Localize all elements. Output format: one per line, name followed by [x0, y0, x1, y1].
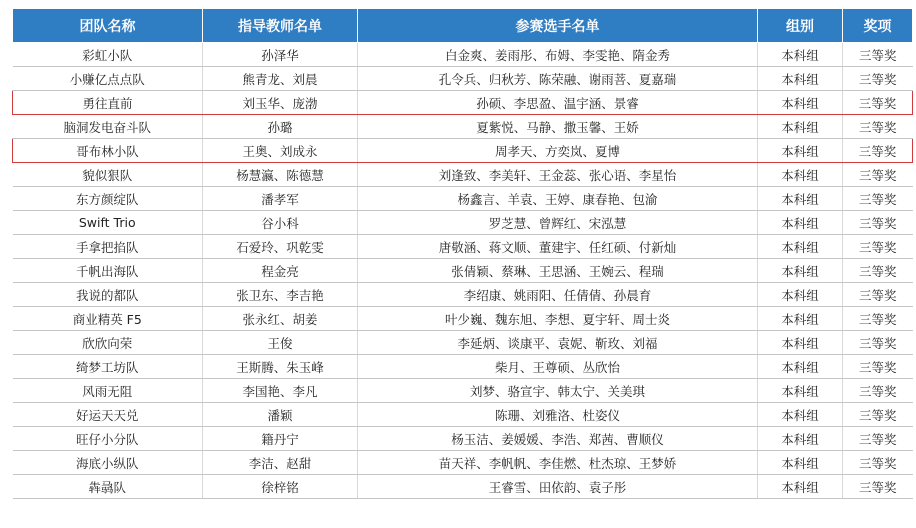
team-name-cell: 海底小纵队: [13, 451, 203, 475]
award-cell: 三等奖: [843, 67, 913, 91]
teachers-cell: 谷小科: [203, 211, 358, 235]
group-cell: 本科组: [758, 211, 843, 235]
members-cell: 刘逢致、李美轩、王金蕊、张心语、李星怡: [358, 163, 758, 187]
header-team-name: 团队名称: [13, 9, 203, 43]
members-cell: 杨鑫言、羊袁、王婷、康春艳、包渝: [358, 187, 758, 211]
members-cell: 叶少巍、魏东旭、李想、夏宇轩、周士炎: [358, 307, 758, 331]
group-cell: 本科组: [758, 235, 843, 259]
teachers-cell: 潘颖: [203, 403, 358, 427]
teachers-cell: 孙璐: [203, 115, 358, 139]
award-cell: 三等奖: [843, 163, 913, 187]
members-cell: 王睿雪、田依韵、袁子彤: [358, 475, 758, 499]
group-cell: 本科组: [758, 67, 843, 91]
table-row: [13, 403, 913, 427]
header-award: 奖项: [843, 9, 913, 43]
group-cell: 本科组: [758, 379, 843, 403]
team-name-cell: 手拿把掐队: [13, 235, 203, 259]
table-row: [13, 235, 913, 259]
teachers-cell: 李国艳、李凡: [203, 379, 358, 403]
team-name-cell: 我说的都队: [13, 283, 203, 307]
teachers-cell: 杨慧瀛、陈德慧: [203, 163, 358, 187]
award-cell: 三等奖: [843, 187, 913, 211]
members-cell: 白金爽、姜雨彤、布姆、李雯艳、隋金秀: [358, 43, 758, 67]
teachers-cell: 王斯腾、朱玉峰: [203, 355, 358, 379]
header-teachers: 指导教师名单: [203, 9, 358, 43]
team-name-cell: 小赚亿点点队: [13, 67, 203, 91]
teachers-cell: 石爱玲、巩乾雯: [203, 235, 358, 259]
group-cell: 本科组: [758, 283, 843, 307]
team-name-cell: 好运天天兑: [13, 403, 203, 427]
members-cell: 孙硕、李思盈、温宇涵、景睿: [358, 91, 758, 115]
team-name-cell: 绮梦工坊队: [13, 355, 203, 379]
group-cell: 本科组: [758, 43, 843, 67]
teachers-cell: 王俊: [203, 331, 358, 355]
table-row: [13, 331, 913, 355]
members-cell: 李延炳、谈康平、袁妮、靳玫、刘福: [358, 331, 758, 355]
teachers-cell: 熊青龙、刘晨: [203, 67, 358, 91]
award-cell: 三等奖: [843, 115, 913, 139]
group-cell: 本科组: [758, 355, 843, 379]
members-cell: 柴月、王尊硕、丛欣怡: [358, 355, 758, 379]
award-cell: 三等奖: [843, 283, 913, 307]
group-cell: 本科组: [758, 259, 843, 283]
team-name-cell: 犇骉队: [13, 475, 203, 499]
table-row: [13, 451, 913, 475]
members-cell: 罗芝慧、曾辉红、宋泓慧: [358, 211, 758, 235]
team-name-cell: 商业精英 F5: [13, 307, 203, 331]
team-name-cell: 貌似狠队: [13, 163, 203, 187]
team-name-cell: 东方颜绽队: [13, 187, 203, 211]
teachers-cell: 张永红、胡姜: [203, 307, 358, 331]
award-cell: 三等奖: [843, 379, 913, 403]
members-cell: 夏紫悦、马静、撒玉馨、王娇: [358, 115, 758, 139]
header-members: 参赛选手名单: [358, 9, 758, 43]
members-cell: 李绍康、姚雨阳、任倩倩、孙晨育: [358, 283, 758, 307]
table-row: [13, 67, 913, 91]
members-cell: 苗天祥、李帆帆、李佳燃、杜杰琼、王梦娇: [358, 451, 758, 475]
team-name-cell: 欣欣向荣: [13, 331, 203, 355]
award-cell: 三等奖: [843, 331, 913, 355]
award-cell: 三等奖: [843, 451, 913, 475]
team-name-cell: 哥布林小队: [13, 139, 203, 163]
group-cell: 本科组: [758, 115, 843, 139]
table-row: [13, 259, 913, 283]
team-name-cell: 风雨无阻: [13, 379, 203, 403]
award-cell: 三等奖: [843, 259, 913, 283]
teachers-cell: 李洁、赵甜: [203, 451, 358, 475]
award-cell: 三等奖: [843, 139, 913, 163]
group-cell: 本科组: [758, 331, 843, 355]
members-cell: 杨玉洁、姜媛媛、李浩、郑茜、曹顺仪: [358, 427, 758, 451]
group-cell: 本科组: [758, 163, 843, 187]
award-cell: 三等奖: [843, 235, 913, 259]
group-cell: 本科组: [758, 187, 843, 211]
group-cell: 本科组: [758, 451, 843, 475]
members-cell: 孔令兵、归秋芳、陈荣融、谢雨菩、夏嘉瑞: [358, 67, 758, 91]
members-cell: 陈珊、刘雅洛、杜姿仪: [358, 403, 758, 427]
awards-table: [12, 8, 913, 499]
teachers-cell: 张卫东、李吉艳: [203, 283, 358, 307]
members-cell: 张倩颖、蔡琳、王思涵、王婉云、程瑞: [358, 259, 758, 283]
table-row: [13, 211, 913, 235]
table-row-highlighted: [13, 91, 913, 115]
header-row: [13, 9, 913, 43]
group-cell: 本科组: [758, 91, 843, 115]
members-cell: 唐敬涵、蒋文顺、董建宇、任红硕、付新灿: [358, 235, 758, 259]
teachers-cell: 孙泽华: [203, 43, 358, 67]
group-cell: 本科组: [758, 427, 843, 451]
team-name-cell: 脑洞发电奋斗队: [13, 115, 203, 139]
award-cell: 三等奖: [843, 475, 913, 499]
group-cell: 本科组: [758, 307, 843, 331]
award-cell: 三等奖: [843, 91, 913, 115]
table-row: [13, 43, 913, 67]
members-cell: 刘梦、骆宣宇、韩太宁、关美琪: [358, 379, 758, 403]
teachers-cell: 程金亮: [203, 259, 358, 283]
table-row: [13, 427, 913, 451]
table-row: [13, 283, 913, 307]
teachers-cell: 王奥、刘成永: [203, 139, 358, 163]
table-row: [13, 115, 913, 139]
table-body: [13, 43, 913, 499]
group-cell: 本科组: [758, 139, 843, 163]
award-cell: 三等奖: [843, 211, 913, 235]
teachers-cell: 徐梓铭: [203, 475, 358, 499]
group-cell: 本科组: [758, 403, 843, 427]
table-row: [13, 355, 913, 379]
award-cell: 三等奖: [843, 403, 913, 427]
teachers-cell: 籍丹宁: [203, 427, 358, 451]
team-name-cell: 彩虹小队: [13, 43, 203, 67]
award-cell: 三等奖: [843, 43, 913, 67]
teachers-cell: 刘玉华、庞渤: [203, 91, 358, 115]
teachers-cell: 潘孝军: [203, 187, 358, 211]
table-row: [13, 475, 913, 499]
table-row: [13, 379, 913, 403]
table-row: [13, 163, 913, 187]
team-name-cell: Swift Trio: [13, 211, 203, 235]
award-cell: 三等奖: [843, 307, 913, 331]
award-cell: 三等奖: [843, 427, 913, 451]
award-cell: 三等奖: [843, 355, 913, 379]
team-name-cell: 旺仔小分队: [13, 427, 203, 451]
table-row: [13, 187, 913, 211]
header-group: 组别: [758, 9, 843, 43]
members-cell: 周孝天、方奕岚、夏博: [358, 139, 758, 163]
table-header: [13, 9, 913, 43]
group-cell: 本科组: [758, 475, 843, 499]
table-row: [13, 307, 913, 331]
table-row-highlighted: [13, 139, 913, 163]
team-name-cell: 勇往直前: [13, 91, 203, 115]
team-name-cell: 千帆出海队: [13, 259, 203, 283]
